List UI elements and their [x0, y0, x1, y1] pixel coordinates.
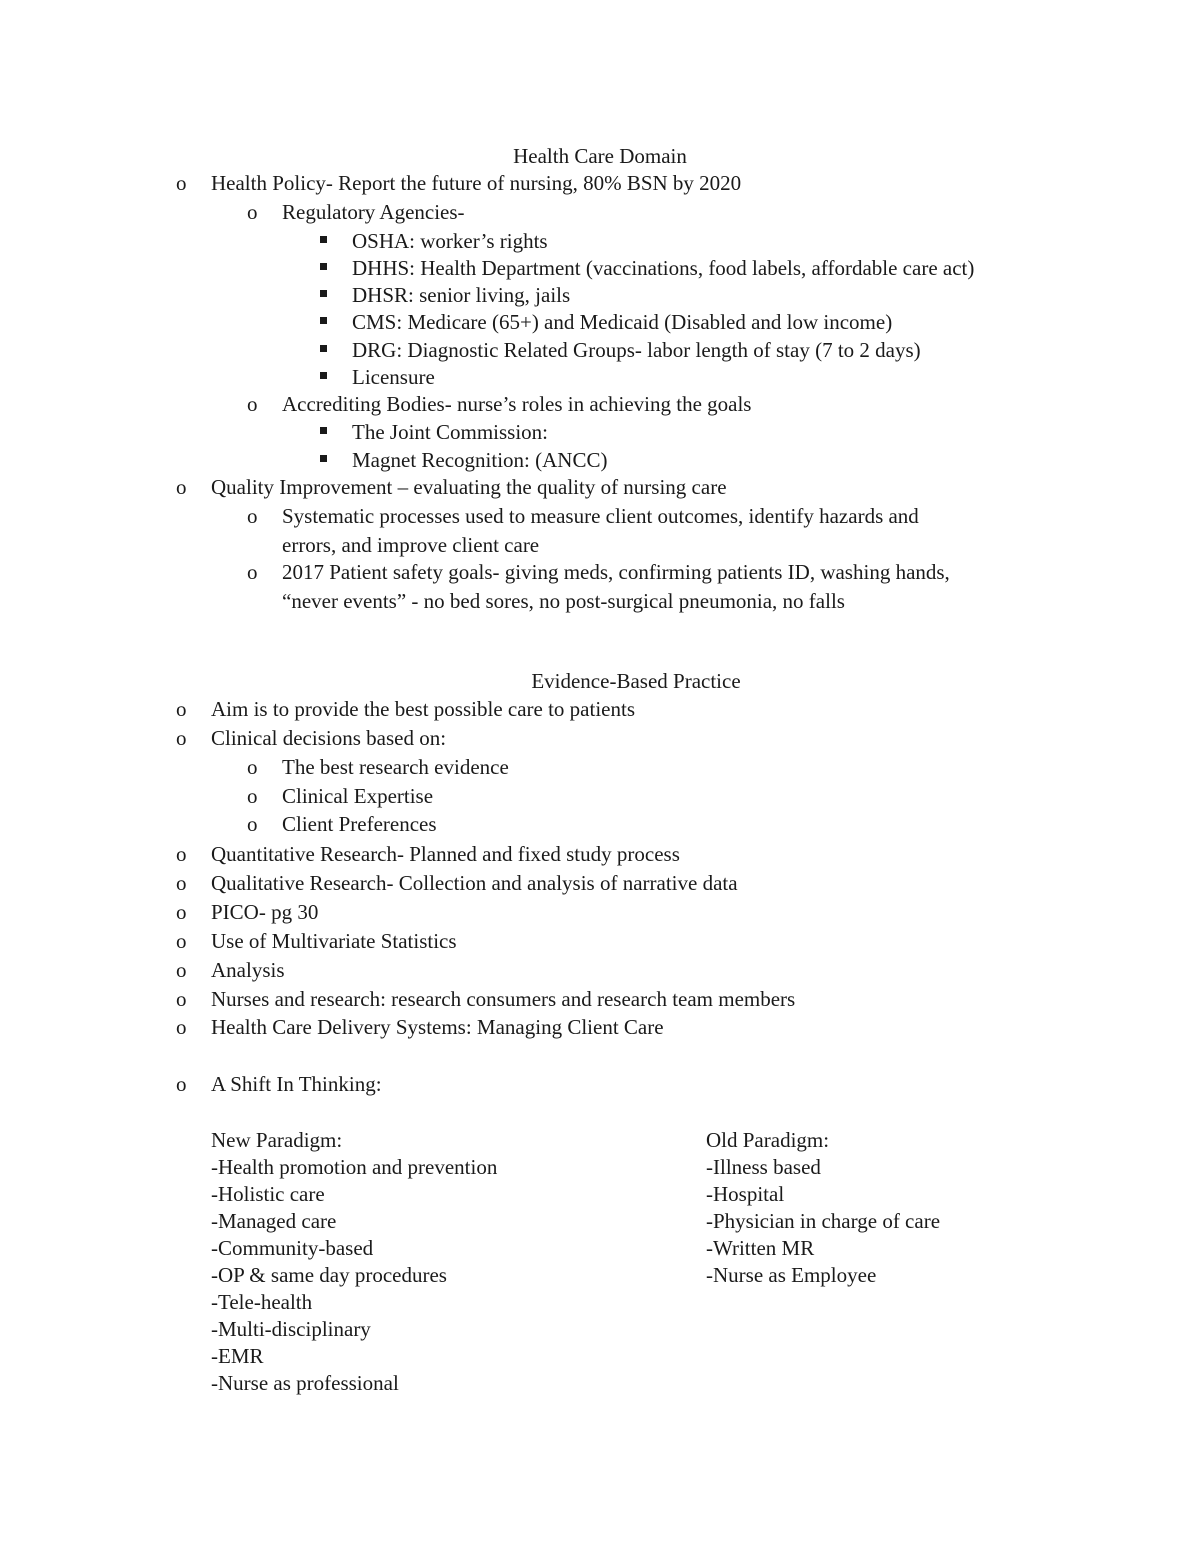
bullet-circle-icon: o	[176, 958, 187, 982]
old-paradigm-item: -Nurse as Employee	[706, 1263, 877, 1287]
bullet-circle-icon: o	[176, 475, 187, 499]
list-item: Licensure	[352, 365, 435, 389]
bullet-circle-icon: o	[247, 755, 258, 779]
new-paradigm-item: -EMR	[211, 1344, 264, 1368]
old-paradigm-item: -Written MR	[706, 1236, 815, 1260]
bullet-circle-icon: o	[247, 392, 258, 416]
new-paradigm-heading: New Paradigm:	[211, 1128, 343, 1152]
bullet-square-icon	[320, 317, 327, 324]
bullet-square-icon	[320, 455, 327, 462]
section-title-health-care-domain: Health Care Domain	[513, 144, 687, 168]
list-item: Health Care Delivery Systems: Managing Client Care	[211, 1015, 664, 1039]
bullet-square-icon	[320, 345, 327, 352]
list-item-continuation: errors, and improve client care	[282, 533, 540, 557]
new-paradigm-item: -OP & same day procedures	[211, 1263, 447, 1287]
bullet-circle-icon: o	[247, 504, 258, 528]
bullet-circle-icon: o	[176, 171, 187, 195]
new-paradigm-item: -Tele-health	[211, 1290, 313, 1314]
old-paradigm-item: -Hospital	[706, 1182, 785, 1206]
new-paradigm-item: -Holistic care	[211, 1182, 325, 1206]
list-item: Nurses and research: research consumers and research team members	[211, 987, 796, 1011]
new-paradigm-item: -Health promotion and prevention	[211, 1155, 498, 1179]
bullet-circle-icon: o	[176, 871, 187, 895]
list-item: 2017 Patient safety goals- giving meds, confirming patients ID, washing hands,	[282, 560, 950, 584]
list-item: Accrediting Bodies- nurse’s roles in achieving the goals	[282, 392, 752, 416]
bullet-circle-icon: o	[176, 900, 187, 924]
list-item: Use of Multivariate Statistics	[211, 929, 457, 953]
list-item: Clinical Expertise	[282, 784, 434, 808]
bullet-square-icon	[320, 372, 327, 379]
new-paradigm-item: -Nurse as professional	[211, 1371, 399, 1395]
bullet-square-icon	[320, 236, 327, 243]
list-item: Qualitative Research- Collection and analysis of narrative data	[211, 871, 738, 895]
bullet-circle-icon: o	[176, 1015, 187, 1039]
list-item: DHSR: senior living, jails	[352, 283, 571, 307]
bullet-circle-icon: o	[176, 929, 187, 953]
list-item: Client Preferences	[282, 812, 437, 836]
list-item: Regulatory Agencies-	[282, 200, 465, 224]
bullet-circle-icon: o	[176, 1072, 187, 1096]
bullet-circle-icon: o	[247, 200, 258, 224]
list-item: DRG: Diagnostic Related Groups- labor length of stay (7 to 2 days)	[352, 338, 921, 362]
bullet-square-icon	[320, 290, 327, 297]
bullet-circle-icon: o	[176, 726, 187, 750]
list-item: Analysis	[211, 958, 285, 982]
list-item: PICO- pg 30	[211, 900, 319, 924]
bullet-circle-icon: o	[247, 560, 258, 584]
old-paradigm-heading: Old Paradigm:	[706, 1128, 830, 1152]
list-item: Clinical decisions based on:	[211, 726, 447, 750]
bullet-square-icon	[320, 427, 327, 434]
bullet-circle-icon: o	[247, 812, 258, 836]
list-item: CMS: Medicare (65+) and Medicaid (Disabled and low income)	[352, 310, 893, 334]
new-paradigm-item: -Multi-disciplinary	[211, 1317, 371, 1341]
list-item: The best research evidence	[282, 755, 509, 779]
bullet-circle-icon: o	[176, 987, 187, 1011]
list-item: Health Policy- Report the future of nursing, 80% BSN by 2020	[211, 171, 742, 195]
bullet-circle-icon: o	[176, 842, 187, 866]
list-item: Magnet Recognition: (ANCC)	[352, 448, 608, 472]
list-item: A Shift In Thinking:	[211, 1072, 382, 1096]
new-paradigm-item: -Managed care	[211, 1209, 337, 1233]
section-title-evidence-based-practice: Evidence-Based Practice	[531, 669, 741, 693]
list-item: OSHA: worker’s rights	[352, 229, 548, 253]
bullet-circle-icon: o	[247, 784, 258, 808]
old-paradigm-column	[706, 1127, 940, 1289]
list-item: DHHS: Health Department (vaccinations, food labels, affordable care act)	[352, 256, 975, 280]
list-item: The Joint Commission:	[352, 420, 549, 444]
new-paradigm-item: -Community-based	[211, 1236, 374, 1260]
list-item-continuation: “never events” - no bed sores, no post-surgical pneumonia, no falls	[282, 589, 845, 613]
bullet-circle-icon: o	[176, 697, 187, 721]
list-item: Quality Improvement – evaluating the quality of nursing care	[211, 475, 727, 499]
bullet-square-icon	[320, 263, 327, 270]
list-item: Quantitative Research- Planned and fixed study process	[211, 842, 680, 866]
new-paradigm-column	[211, 1127, 497, 1397]
old-paradigm-item: -Illness based	[706, 1155, 821, 1179]
old-paradigm-item: -Physician in charge of care	[706, 1209, 941, 1233]
list-item: Aim is to provide the best possible care to patients	[211, 697, 635, 721]
list-item: Systematic processes used to measure client outcomes, identify hazards and	[282, 504, 919, 528]
